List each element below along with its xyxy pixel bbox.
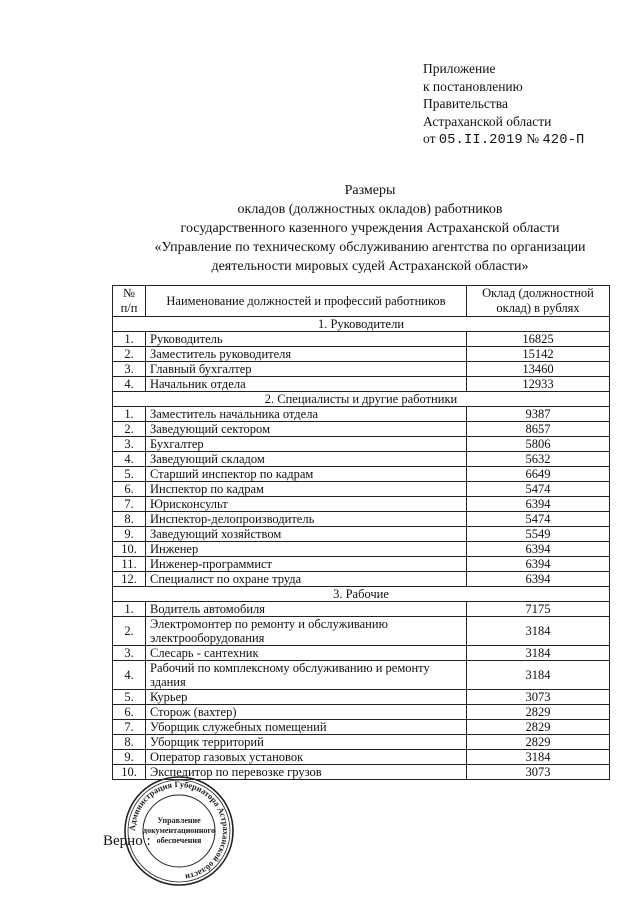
decree-date: 05.II.2019 bbox=[438, 133, 523, 148]
row-number: 9. bbox=[113, 527, 146, 542]
appendix-line: Правительства bbox=[423, 96, 508, 111]
table-row bbox=[113, 720, 610, 735]
row-number: 10. bbox=[113, 765, 146, 780]
table-row bbox=[113, 512, 610, 527]
table-row bbox=[113, 452, 610, 467]
row-number: 3. bbox=[113, 437, 146, 452]
salary-value: 2829 bbox=[467, 705, 610, 720]
table-row bbox=[113, 437, 610, 452]
section-header-row bbox=[113, 392, 610, 407]
date-prefix: от bbox=[423, 131, 436, 146]
salary-value: 3073 bbox=[467, 765, 610, 780]
position-name: Уборщик территорий bbox=[146, 735, 467, 750]
table-row bbox=[113, 527, 610, 542]
table-row bbox=[113, 377, 610, 392]
row-number: 9. bbox=[113, 750, 146, 765]
document-title bbox=[100, 181, 640, 276]
row-number: 2. bbox=[113, 422, 146, 437]
salary-value: 12933 bbox=[467, 377, 610, 392]
table-row bbox=[113, 705, 610, 720]
position-name: Сторож (вахтер) bbox=[146, 705, 467, 720]
row-number: 3. bbox=[113, 646, 146, 661]
row-number: 8. bbox=[113, 735, 146, 750]
title-line: «Управление по техническому обслуживанию агентства по организации bbox=[154, 240, 586, 255]
salary-value: 15142 bbox=[467, 347, 610, 362]
salary-value: 6394 bbox=[467, 497, 610, 512]
row-number: 7. bbox=[113, 497, 146, 512]
position-name: Специалист по охране труда bbox=[146, 572, 467, 587]
position-name: Главный бухгалтер bbox=[146, 362, 467, 377]
salary-value: 3073 bbox=[467, 690, 610, 705]
position-name: Уборщик служебных помещений bbox=[146, 720, 467, 735]
stamp-center-line: документационного bbox=[143, 826, 215, 835]
row-number: 4. bbox=[113, 661, 146, 690]
row-number: 8. bbox=[113, 512, 146, 527]
salary-value: 5474 bbox=[467, 482, 610, 497]
salary-value: 16825 bbox=[467, 332, 610, 347]
table-header-row bbox=[113, 286, 610, 317]
title-line: деятельности мировых судей Астраханской области» bbox=[211, 259, 529, 274]
header-name: Наименование должностей и профессий работников bbox=[146, 286, 467, 317]
table-row bbox=[113, 407, 610, 422]
row-number: 6. bbox=[113, 482, 146, 497]
salary-value: 6394 bbox=[467, 557, 610, 572]
table-row bbox=[113, 332, 610, 347]
table-row bbox=[113, 467, 610, 482]
section-title: 1. Руководители bbox=[113, 317, 610, 332]
table-row bbox=[113, 602, 610, 617]
stamp-ring-text: Администрация Губернатора Астраханской области bbox=[126, 778, 232, 883]
salary-value: 2829 bbox=[467, 720, 610, 735]
row-number: 7. bbox=[113, 720, 146, 735]
row-number: 3. bbox=[113, 362, 146, 377]
salary-value: 3184 bbox=[467, 750, 610, 765]
position-name: Рабочий по комплексному обслуживанию и ремонту здания bbox=[146, 661, 467, 690]
row-number: 6. bbox=[113, 705, 146, 720]
salary-value: 5474 bbox=[467, 512, 610, 527]
row-number: 4. bbox=[113, 452, 146, 467]
stamp-center-line: Управление bbox=[157, 816, 201, 825]
salary-value: 5549 bbox=[467, 527, 610, 542]
salary-value: 3184 bbox=[467, 661, 610, 690]
row-number: 2. bbox=[113, 617, 146, 646]
position-name: Заведующий хозяйством bbox=[146, 527, 467, 542]
row-number: 5. bbox=[113, 690, 146, 705]
table-row bbox=[113, 347, 610, 362]
position-name: Электромонтер по ремонту и обслуживанию электрооборудования bbox=[146, 617, 467, 646]
table-row bbox=[113, 362, 610, 377]
row-number: 11. bbox=[113, 557, 146, 572]
salary-value: 5806 bbox=[467, 437, 610, 452]
table-row bbox=[113, 497, 610, 512]
title-line: Размеры bbox=[344, 183, 396, 198]
table-row bbox=[113, 690, 610, 705]
row-number: 1. bbox=[113, 407, 146, 422]
appendix-line: Приложение bbox=[423, 61, 496, 76]
title-line: государственного казенного учреждения Астраханской области bbox=[180, 221, 560, 236]
salary-value: 6394 bbox=[467, 572, 610, 587]
title-line: окладов (должностных окладов) работников bbox=[237, 202, 503, 217]
table-row bbox=[113, 617, 610, 646]
appendix-line: Астраханской области bbox=[423, 113, 552, 129]
position-name: Начальник отдела bbox=[146, 377, 467, 392]
position-name: Заведующий складом bbox=[146, 452, 467, 467]
position-name: Инженер-программист bbox=[146, 557, 467, 572]
row-number: 12. bbox=[113, 572, 146, 587]
salary-value: 7175 bbox=[467, 602, 610, 617]
salary-value: 8657 bbox=[467, 422, 610, 437]
official-stamp bbox=[123, 775, 235, 887]
position-name: Инженер bbox=[146, 542, 467, 557]
position-name: Инспектор по кадрам bbox=[146, 482, 467, 497]
salary-value: 9387 bbox=[467, 407, 610, 422]
row-number: 4. bbox=[113, 377, 146, 392]
section-header-row bbox=[113, 587, 610, 602]
position-name: Инспектор-делопроизводитель bbox=[146, 512, 467, 527]
table-row bbox=[113, 735, 610, 750]
section-header-row bbox=[113, 317, 610, 332]
section-title: 3. Рабочие bbox=[113, 587, 610, 602]
salary-table bbox=[112, 285, 610, 780]
table-body bbox=[113, 317, 610, 780]
section-title: 2. Специалисты и другие работники bbox=[113, 392, 610, 407]
position-name: Оператор газовых установок bbox=[146, 750, 467, 765]
table-row bbox=[113, 542, 610, 557]
position-name: Курьер bbox=[146, 690, 467, 705]
table-row bbox=[113, 557, 610, 572]
position-name: Старший инспектор по кадрам bbox=[146, 467, 467, 482]
table-row bbox=[113, 646, 610, 661]
stamp-center-line: обеспечения bbox=[156, 836, 202, 845]
appendix-line: к постановлению bbox=[423, 78, 523, 94]
position-name: Руководитель bbox=[146, 332, 467, 347]
salary-value: 3184 bbox=[467, 617, 610, 646]
row-number: 1. bbox=[113, 332, 146, 347]
salary-value: 6649 bbox=[467, 467, 610, 482]
appendix-date-line bbox=[423, 130, 585, 150]
position-name: Юрисконсульт bbox=[146, 497, 467, 512]
salary-value: 5632 bbox=[467, 452, 610, 467]
header-salary: Оклад (должностной оклад) в рублях bbox=[467, 286, 610, 317]
position-name: Заведующий сектором bbox=[146, 422, 467, 437]
appendix-block bbox=[423, 60, 585, 150]
position-name: Слесарь - сантехник bbox=[146, 646, 467, 661]
number-sign: № bbox=[526, 131, 540, 146]
certification-label: Верно : bbox=[103, 833, 151, 849]
position-name: Бухгалтер bbox=[146, 437, 467, 452]
salary-value: 3184 bbox=[467, 646, 610, 661]
position-name: Заместитель руководителя bbox=[146, 347, 467, 362]
row-number: 5. bbox=[113, 467, 146, 482]
row-number: 2. bbox=[113, 347, 146, 362]
salary-value: 6394 bbox=[467, 542, 610, 557]
table-row bbox=[113, 422, 610, 437]
position-name: Заместитель начальника отдела bbox=[146, 407, 467, 422]
position-name: Водитель автомобиля bbox=[146, 602, 467, 617]
table-row bbox=[113, 572, 610, 587]
decree-number: 420-П bbox=[542, 133, 585, 148]
header-num: № п/п bbox=[113, 286, 146, 317]
table-row bbox=[113, 482, 610, 497]
table-row bbox=[113, 661, 610, 690]
salary-value: 2829 bbox=[467, 735, 610, 750]
salary-value: 13460 bbox=[467, 362, 610, 377]
position-name: Экспедитор по перевозке грузов bbox=[146, 765, 467, 780]
row-number: 10. bbox=[113, 542, 146, 557]
row-number: 1. bbox=[113, 602, 146, 617]
table-row bbox=[113, 750, 610, 765]
